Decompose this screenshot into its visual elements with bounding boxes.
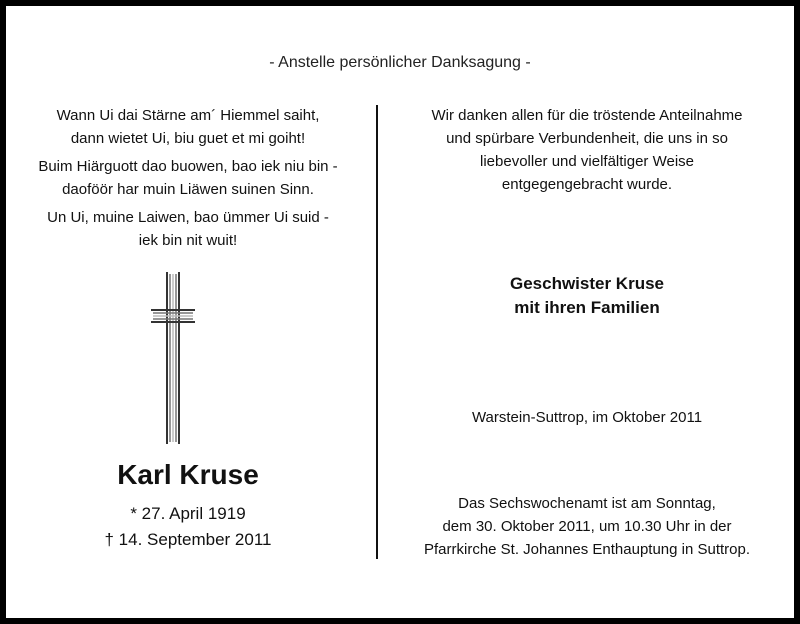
mass-notice [392,492,782,561]
place-date: Warstein-Suttrop, im Oktober 2011 [471,409,703,426]
poem-stanza-2 [6,155,370,201]
thanks-line: Wir danken allen für die tröstende Anteilnahme [431,107,743,124]
deceased-name: Karl Kruse [117,459,259,490]
family-line-1: Geschwister Kruse [509,274,664,293]
mass-line: dem 30. Oktober 2011, um 10.30 Uhr in der [442,518,732,535]
poem-line: dann wietet Ui, biu guet et mi goiht! [70,130,306,147]
family-signature [392,272,782,320]
thanks-line: entgegengebracht wurde. [501,176,673,193]
poem-stanza-1 [6,104,370,150]
birth-date: * 27. April 1919 [130,504,246,523]
thanks-line: und spürbare Verbundenheit, die uns in so [446,130,728,147]
poem-line: Un Ui, muine Laiwen, bao ümmer Ui suid - [47,209,329,226]
header-title: - Anstelle persönlicher Danksagung - [269,54,531,71]
cross-icon [149,270,197,446]
poem-line: Wann Ui dai Stärne am´ Hiemmel saiht, [56,107,320,124]
death-date: † 14. September 2011 [104,530,272,549]
mass-line: Das Sechswochenamt ist am Sonntag, [458,495,716,512]
poem-line: Buim Hiärguott dao buowen, bao iek niu bin - [38,158,338,175]
thanks-text [392,104,782,196]
poem-line: iek bin nit wuit! [138,232,238,249]
mass-line: Pfarrkirche St. Johannes Enthauptung in Suttrop. [423,541,751,558]
column-divider [376,105,378,559]
thanks-line: liebevoller und vielfältiger Weise [480,153,694,170]
poem-stanza-3 [6,206,370,252]
poem-line: daoföör har muin Liäwen suinen Sinn. [62,181,314,198]
family-line-2: mit ihren Familien [514,298,660,317]
obituary-card [6,6,794,618]
